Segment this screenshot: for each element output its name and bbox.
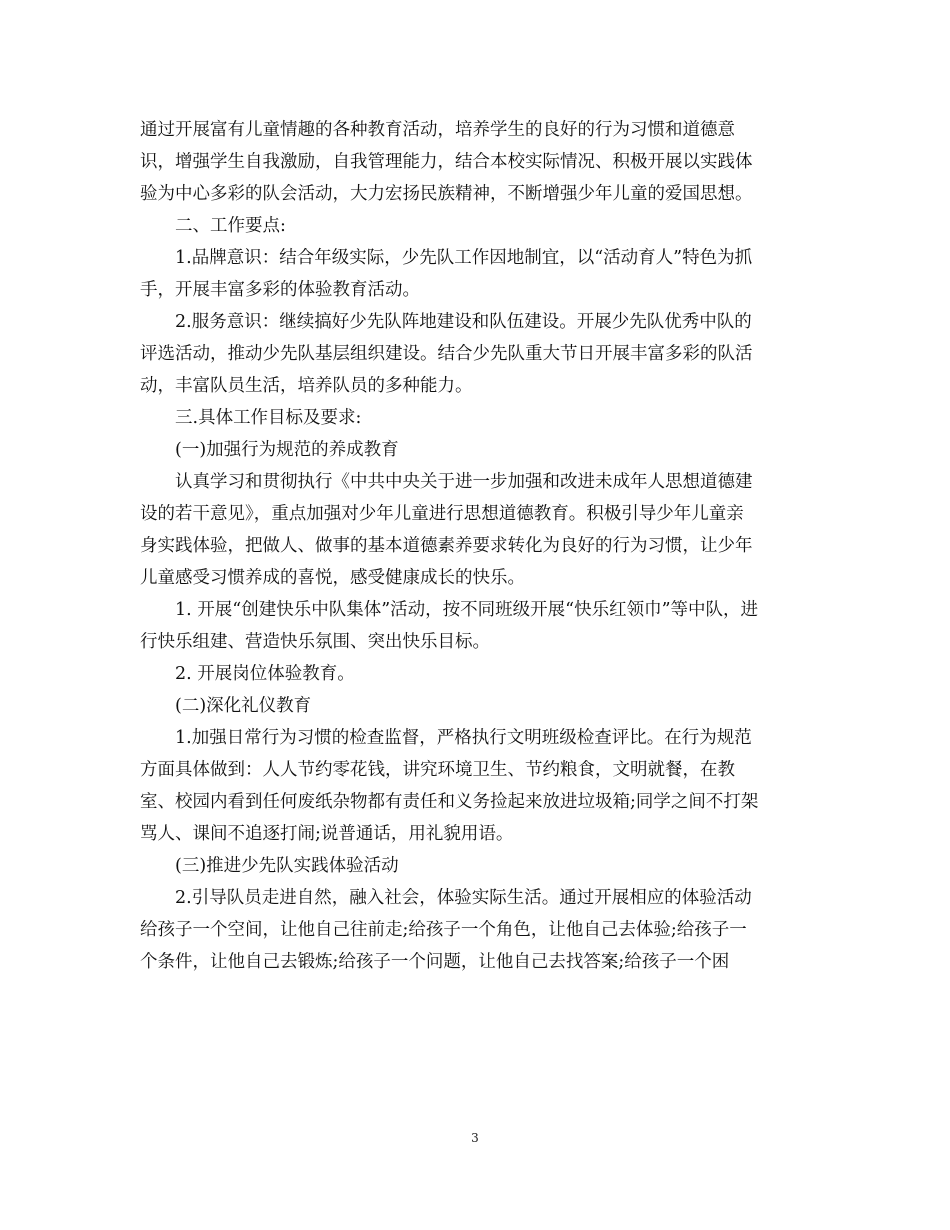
body-text-line: 手，开展丰富多彩的体验教育活动。 bbox=[140, 280, 420, 300]
subsection-heading: (三)推进少先队实践体验活动 bbox=[175, 856, 399, 876]
body-text-line: 识，增强学生自我激励，自我管理能力，结合本校实际情况、积极开展以实践体 bbox=[140, 152, 753, 172]
subsection-heading: (一)加强行为规范的养成教育 bbox=[175, 440, 399, 460]
body-text-line: 行快乐组建、营造快乐氛围、突出快乐目标。 bbox=[140, 632, 490, 652]
body-text-line: 1.品牌意识：结合年级实际，少先队工作因地制宜，以“活动育人”特色为抓 bbox=[175, 248, 753, 268]
body-text-line: 设的若干意见》，重点加强对少年儿童进行思想道德教育。积极引导少年儿童亲 bbox=[140, 504, 744, 524]
body-text-line: 2.服务意识：继续搞好少先队阵地建设和队伍建设。开展少先队优秀中队的 bbox=[175, 312, 752, 332]
body-text-line: 1. 开展“创建快乐中队集体”活动，按不同班级开展“快乐红领巾”等中队，进 bbox=[175, 600, 759, 620]
body-text-line: 骂人、课间不追逐打闹;说普通话，用礼貌用语。 bbox=[140, 824, 514, 844]
body-text-line: 动，丰富队员生活，培养队员的多种能力。 bbox=[140, 376, 473, 396]
body-text-line: 评选活动，推动少先队基层组织建设。结合少先队重大节日开展丰富多彩的队活 bbox=[140, 344, 753, 364]
section-heading: 二、工作要点: bbox=[175, 216, 286, 236]
body-text-line: 个条件，让他自己去锻炼;给孩子一个问题，让他自己去找答案;给孩子一个困 bbox=[140, 952, 730, 972]
body-text-line: 方面具体做到：人人节约零花钱，讲究环境卫生、节约粮食，文明就餐，在教 bbox=[140, 760, 735, 780]
body-text-line: 给孩子一个空间，让他自己往前走;给孩子一个角色，让他自己去体验;给孩子一 bbox=[140, 920, 747, 940]
section-heading: 三.具体工作目标及要求: bbox=[175, 408, 362, 428]
body-text-line: 儿童感受习惯养成的喜悦，感受健康成长的快乐。 bbox=[140, 568, 525, 588]
body-text-line: 认真学习和贯彻执行《中共中央关于进一步加强和改进未成年人思想道德建 bbox=[175, 472, 753, 492]
body-text-line: 2. 开展岗位体验教育。 bbox=[175, 664, 355, 684]
subsection-heading: (二)深化礼仪教育 bbox=[175, 696, 312, 716]
body-text-line: 1.加强日常行为习惯的检查监督，严格执行文明班级检查评比。在行为规范 bbox=[175, 728, 752, 748]
body-text-line: 身实践体验，把做人、做事的基本道德素养要求转化为良好的行为习惯，让少年 bbox=[140, 536, 753, 556]
body-text-line: 验为中心多彩的队会活动，大力宏扬民族精神，不断增强少年儿童的爱国思想。 bbox=[140, 184, 753, 204]
body-text-line: 通过开展富有儿童情趣的各种教育活动，培养学生的良好的行为习惯和道德意 bbox=[140, 120, 735, 140]
document-body bbox=[140, 114, 810, 978]
body-text-line: 室、校园内看到任何废纸杂物都有责任和义务捡起来放进垃圾箱;同学之间不打架 bbox=[140, 792, 759, 812]
body-text-line: 2.引导队员走进自然，融入社会，体验实际生活。通过开展相应的体验活动 bbox=[175, 888, 752, 908]
page-number: 3 bbox=[471, 1131, 479, 1145]
